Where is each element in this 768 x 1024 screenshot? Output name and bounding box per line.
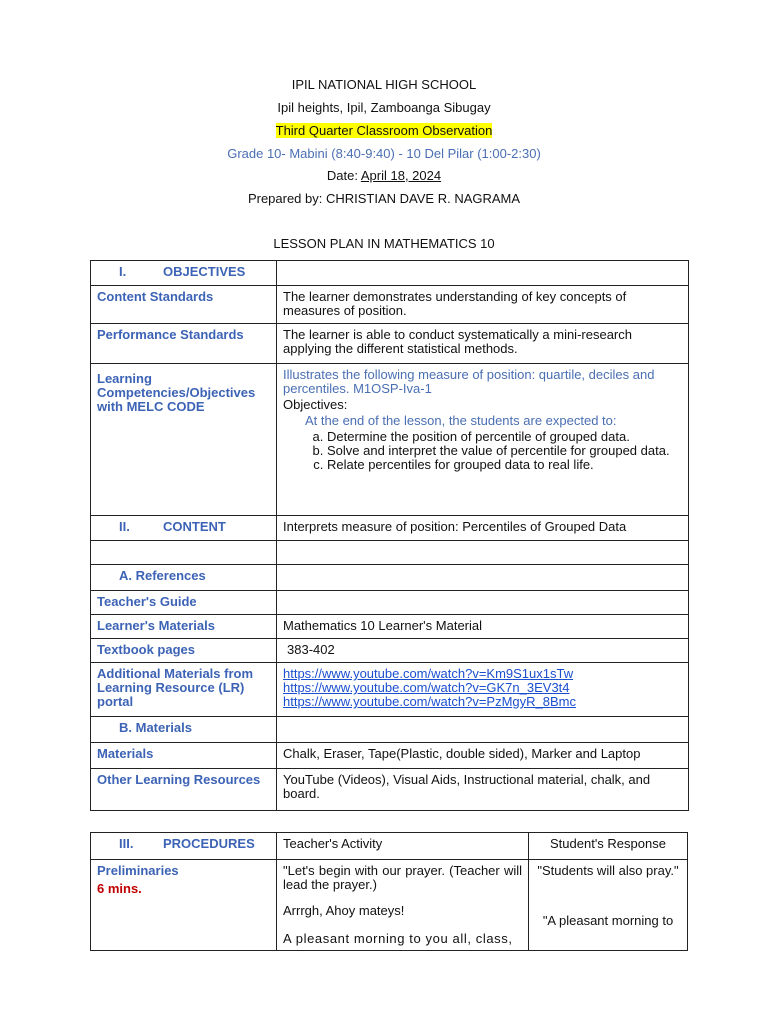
date-line [0,168,768,183]
objectives-intro: At the end of the lesson, the students are expected to: [305,413,617,428]
date-label: Date: [326,168,361,183]
materials-section-label: B. Materials [91,717,277,743]
references-row [91,565,689,591]
teacher-line: A pleasant morning to you all, class, [283,931,513,946]
teachers-guide-label: Teacher's Guide [91,591,277,615]
teacher-line: "Let's begin with our prayer. (Teacher will lead the prayer.) [283,863,522,892]
duration-label: 6 mins. [97,881,142,896]
teachers-guide-row [91,591,689,615]
performance-standards-label: Performance Standards [91,324,277,364]
teacher-activity-header: Teacher's Activity [277,833,529,860]
class-schedule: Grade 10- Mabini (8:40-9:40) - 10 Del Pilar (1:00-2:30) [227,146,541,161]
other-resources-row [91,769,689,811]
lesson-plan-title: LESSON PLAN IN MATHEMATICS 10 [273,236,495,251]
materials-label: Materials [91,743,277,769]
learners-materials-label: Learner's Materials [91,615,277,639]
materials-text: Chalk, Eraser, Tape(Plastic, double sided), Marker and Laptop [277,743,689,769]
video-link[interactable]: https://www.youtube.com/watch?v=Km9S1ux1sTw [283,666,574,681]
competencies-label: Learning Competencies/Objectives with MELC CODE [91,364,277,516]
school-address: Ipil heights, Ipil, Zamboanga Sibugay [277,100,491,115]
content-row [91,516,689,541]
textbook-label: Textbook pages [91,639,277,663]
student-response-header: Student's Response [529,833,688,860]
lesson-plan-table [90,260,689,811]
student-line: "A pleasant morning to [542,913,674,928]
observation-title [0,123,768,138]
school-name: IPIL NATIONAL HIGH SCHOOL [291,77,477,92]
objectives-list [283,430,682,472]
competencies-cell [277,364,689,516]
content-text: Interprets measure of position: Percentiles of Grouped Data [277,516,689,541]
objectives-heading: I. OBJECTIVES [91,261,277,286]
observation-highlight: Third Quarter Classroom Observation [275,123,493,138]
blank-row [91,541,689,565]
other-resources-label: Other Learning Resources [91,769,277,811]
video-link[interactable]: https://www.youtube.com/watch?v=PzMgyR_8Bmc [283,694,576,709]
materials-section-row [91,717,689,743]
performance-standards-row [91,324,689,364]
content-standards-text: The learner demonstrates understanding of key concepts of measures of position. [277,286,689,324]
additional-materials-row [91,663,689,717]
textbook-pages: 383-402 [277,639,689,663]
performance-standards-text: The learner is able to conduct systematically a mini-research applying the different statistical methods. [277,324,689,364]
links-cell [277,663,689,717]
procedures-table [90,832,688,951]
preliminaries-label: Preliminaries [97,863,179,878]
objective-item: c. Relate percentiles for grouped data to real life. [327,458,682,472]
procedures-header-row [91,833,688,860]
procedures-heading: III. PROCEDURES [91,833,277,860]
student-response-cell [529,860,688,951]
video-link[interactable]: https://www.youtube.com/watch?v=GK7n_3EV3t4 [283,680,570,695]
content-standards-label: Content Standards [91,286,277,324]
additional-materials-label: Additional Materials from Learning Resource (LR) portal [91,663,277,717]
competencies-row [91,364,689,516]
objective-item: a. Determine the position of percentile of grouped data. [327,430,682,444]
competencies-text: Illustrates the following measure of position: quartile, deciles and percentiles. M1OSP-Iva-1 [283,367,655,396]
student-line: "Students will also pray." [537,863,679,878]
textbook-row [91,639,689,663]
date-value: April 18, 2024 [360,168,442,183]
learners-materials-row [91,615,689,639]
materials-row [91,743,689,769]
objective-item: b. Solve and interpret the value of percentile for grouped data. [327,444,682,458]
teacher-line: Arrrgh, Ahoy mateys! [283,903,405,918]
references-label: A. References [91,565,277,591]
learners-materials-text: Mathematics 10 Learner's Material [277,615,689,639]
other-resources-text: YouTube (Videos), Visual Aids, Instructional material, chalk, and board. [277,769,689,811]
objectives-subheading: Objectives: [283,397,348,412]
preliminaries-cell [91,860,277,951]
teacher-activity-cell [277,860,529,951]
content-heading: II. CONTENT [91,516,277,541]
content-standards-row [91,286,689,324]
prepared-by: Prepared by: CHRISTIAN DAVE R. NAGRAMA [247,191,521,206]
objectives-row [91,261,689,286]
preliminaries-row [91,860,688,951]
